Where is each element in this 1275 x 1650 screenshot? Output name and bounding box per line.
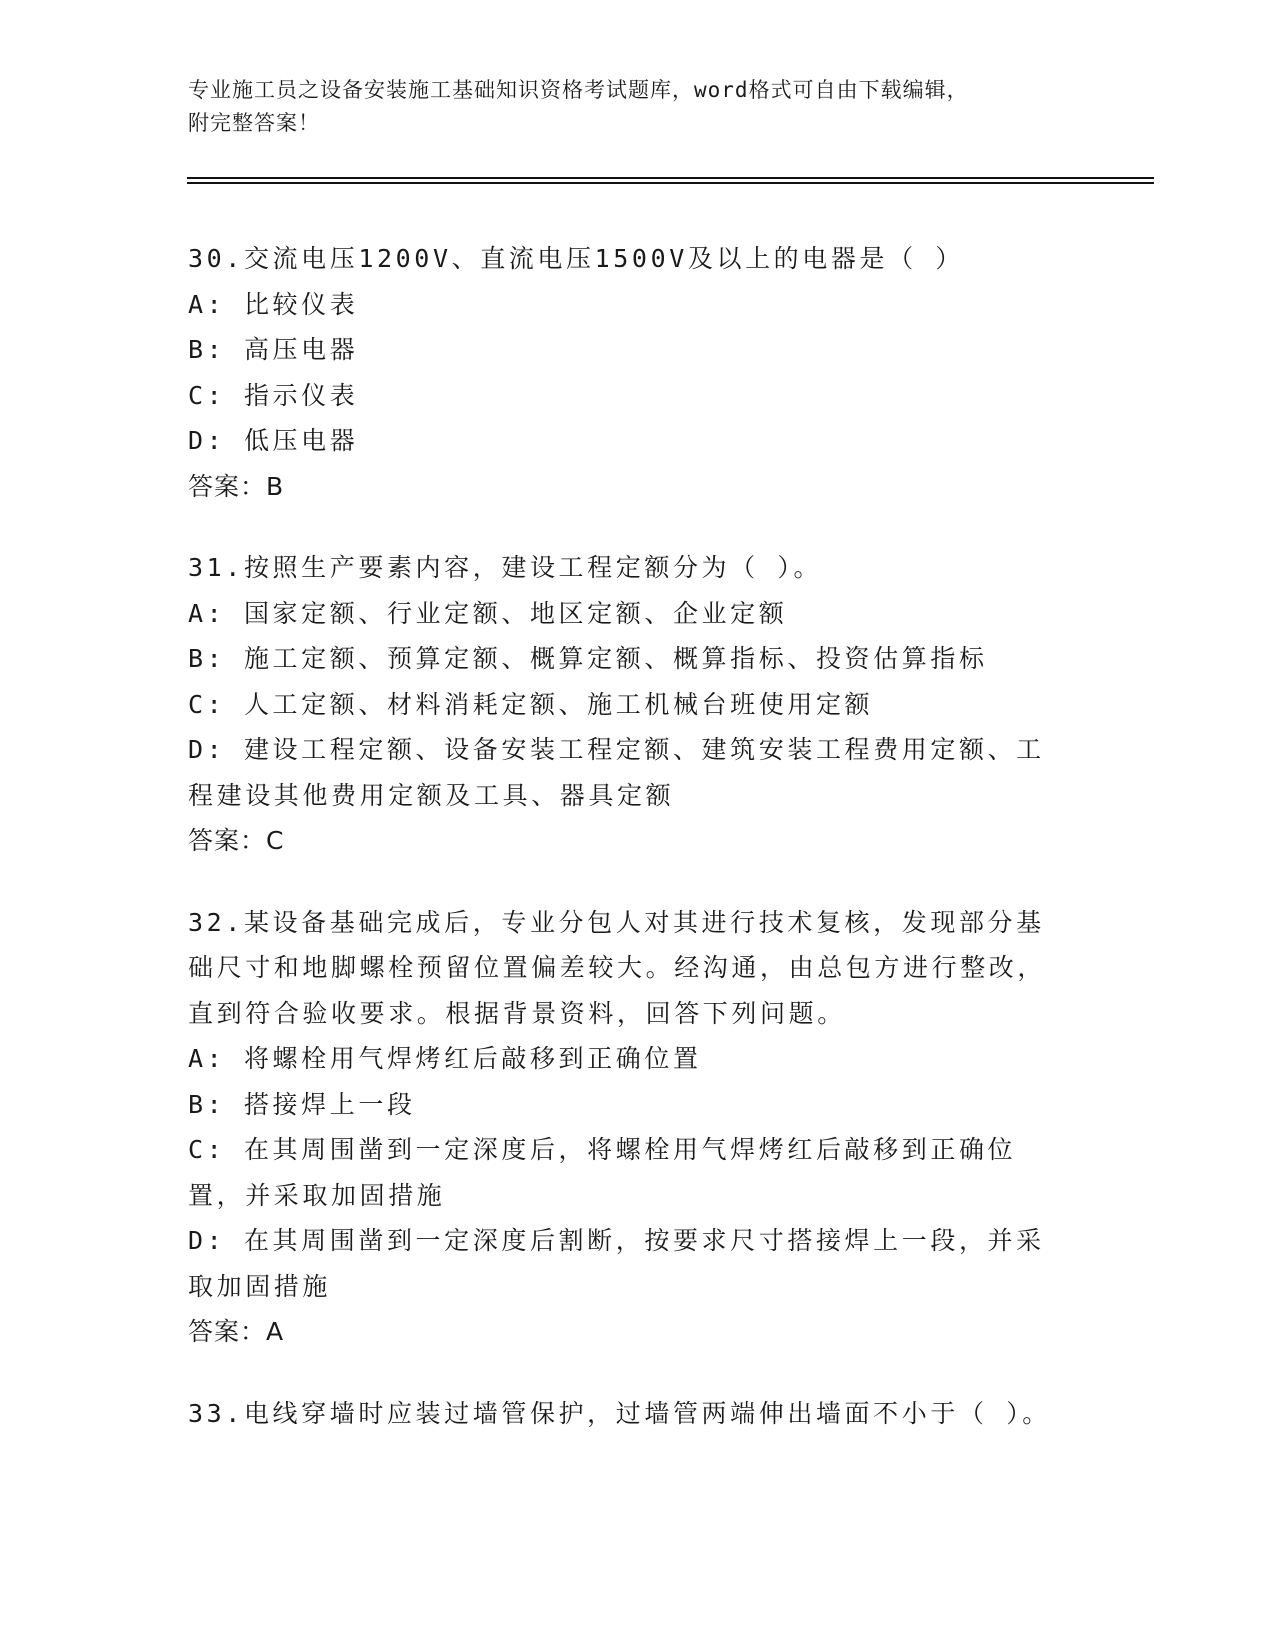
header-line-1: 专业施工员之设备安装施工基础知识资格考试题库，word格式可自由下载编辑，: [188, 78, 969, 102]
answer-value: B: [266, 471, 285, 501]
option-d: D: 建设工程定额、设备安装工程定额、建筑安装工程费用定额、工程建设其他费用定额及工具、器具定额: [188, 735, 1045, 810]
question-32: [188, 900, 1068, 1355]
answer-label: 答案：: [188, 471, 267, 501]
header-divider-bottom: [187, 182, 1154, 184]
header-divider-top: [187, 177, 1154, 179]
question-text: 33.电线穿墙时应装过墙管保护，过墙管两端伸出墙面不小于（ ）。: [188, 1398, 1051, 1428]
question-text: 30.交流电压1200V、直流电压1500V及以上的电器是（ ）: [188, 244, 964, 273]
option-b: B: 施工定额、预算定额、概算定额、概算指标、投资估算指标: [188, 644, 988, 673]
answer-line: [188, 1309, 1068, 1355]
option-a: A: 将螺栓用气焊烤红后敲移到正确位置: [188, 1044, 702, 1073]
question-30: [188, 236, 1068, 509]
option-a: A: 国家定额、行业定额、地区定额、企业定额: [188, 598, 788, 628]
option-c: C: 指示仪表: [188, 380, 359, 410]
answer-label: 答案：: [188, 826, 267, 855]
answer-value: A: [266, 1317, 285, 1346]
question-text: 32.某设备基础完成后，专业分包人对其进行技术复核，发现部分基础尺寸和地脚螺栓预留位置偏差较大。经沟通，由总包方进行整改，直到符合验收要求。根据背景资料，回答下列问题。: [188, 907, 1047, 1028]
option-d: D: 在其周围凿到一定深度后割断，按要求尺寸搭接焊上一段，并采取加固措施: [188, 1226, 1045, 1301]
question-31: [188, 545, 1068, 864]
option-b: B: 高压电器: [188, 335, 359, 364]
option-c: C: 在其周围凿到一定深度后，将螺栓用气焊烤红后敲移到正确位置，并采取加固措施: [188, 1135, 1017, 1210]
question-list: [188, 236, 1068, 1472]
header-line-2: 附完整答案！: [188, 111, 320, 135]
answer-value: C: [266, 826, 285, 855]
option-c: C: 人工定额、材料消耗定额、施工机械台班使用定额: [188, 689, 874, 719]
question-text: 31.按照生产要素内容，建设工程定额分为（ ）。: [188, 553, 823, 582]
document-header: [188, 74, 1068, 140]
answer-line: [188, 818, 1068, 864]
option-a: A: 比较仪表: [188, 289, 359, 319]
answer-line: [188, 464, 1068, 510]
question-33: [188, 1391, 1068, 1437]
option-d: D: 低压电器: [188, 426, 359, 455]
answer-label: 答案：: [188, 1317, 267, 1346]
option-b: B: 搭接焊上一段: [188, 1089, 416, 1119]
